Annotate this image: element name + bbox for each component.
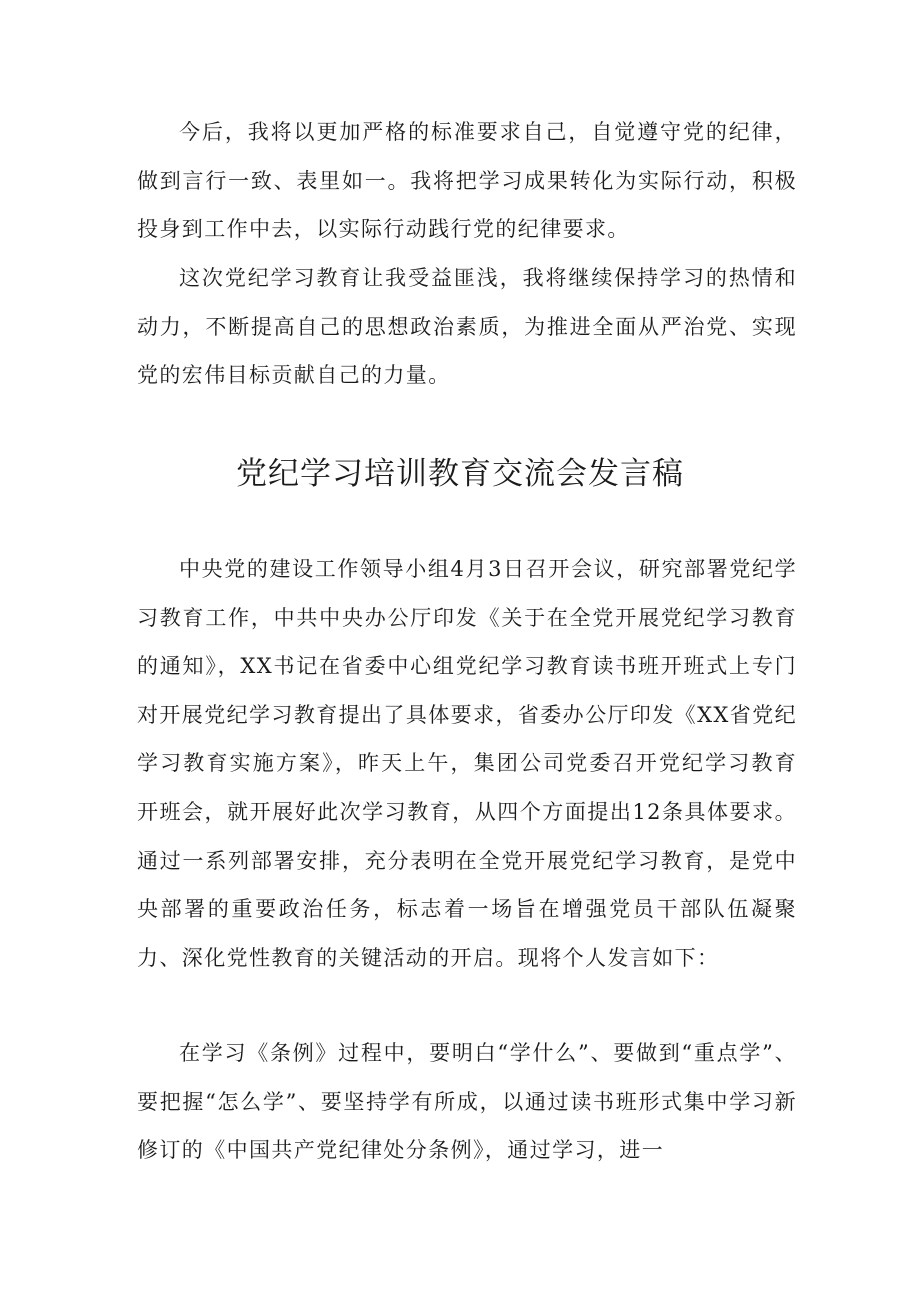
document-title: 党纪学习培训教育交流会发言稿: [236, 456, 684, 492]
body-paragraph-1: 中央党的建设工作领导小组4月3日召开会议，研究部署党纪学习教育工作，中共中央办公厅印发《关于在全党开展党纪学习教育的通知》，XX书记在省委中心组党纪学习教育读书班开班式上专门对开展党纪学习教育提出了具体要求，省委办公厅印发《XX省党纪学习教育实施方案》，昨天上午，集团公司党委召开党纪学习教育开班会，就开展好此次学习教育，从四个方面提出12条具体要求。通过一系列部署安排，充分表明在全党开展党纪学习教育，是党中央部署的重要政治任务，标志着一场旨在增强党员干部队伍凝聚力、深化党性教育的关键活动的开启。现将个人发言如下：: [137, 557, 797, 970]
intro-paragraph-1: 今后，我将以更加严格的标准要求自己，自觉遵守党的纪律，做到言行一致、表里如一。我将把学习成果转化为实际行动，积极投身到工作中去，以实际行动践行党的纪律要求。: [137, 120, 797, 242]
body-paragraph-2: 在学习《条例》过程中，要明白“学什么”、要做到“重点学”、要把握“怎么学”、要坚持学有所成，以通过读书班形式集中学习新修订的《中国共产党纪律处分条例》，通过学习，进一: [137, 1041, 797, 1163]
intro-paragraph-2: 这次党纪学习教育让我受益匪浅，我将继续保持学习的热情和动力，不断提高自己的思想政治素质，为推进全面从严治党、实现党的宏伟目标贡献自己的力量。: [137, 266, 797, 388]
